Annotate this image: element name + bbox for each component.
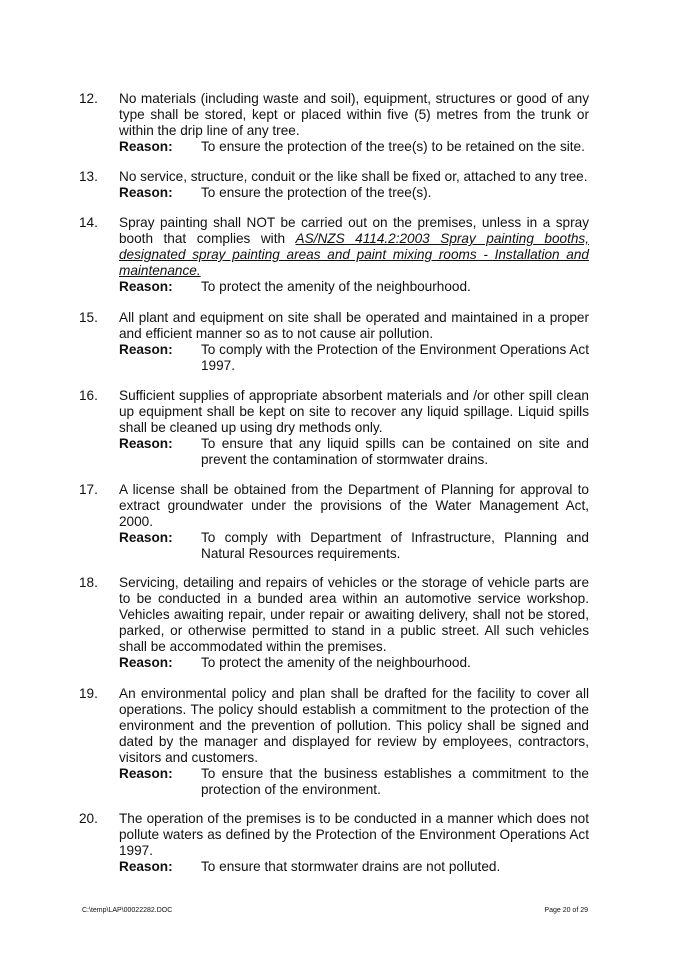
- condition-number: 13.: [79, 169, 98, 184]
- standard-reference-link: AS/NZS 4114.2:2003 Spray painting booths, designated spray painting areas and paint mixing rooms - Installation and maintenance.: [119, 231, 589, 278]
- condition-text: [119, 215, 589, 279]
- condition-number: 12.: [79, 91, 98, 106]
- reason-text: To ensure the protection of the tree(s) to be retained on the site.: [201, 139, 585, 154]
- condition-number: 18.: [79, 575, 98, 590]
- reason-label: Reason:: [119, 436, 173, 451]
- reason-label: Reason:: [119, 766, 173, 781]
- condition-text-plain: Spray painting shall NOT be carried out on the premises, unless in a spray booth that complies with: [119, 215, 589, 246]
- reason-text: To ensure that stormwater drains are not polluted.: [201, 859, 501, 874]
- reason-text: To comply with the Protection of the Environment Operations Act 1997.: [201, 342, 589, 373]
- condition-text: No materials (including waste and soil), equipment, structures or good of any type shall be stored, kept or placed within five (5) metres from the trunk or within the drip line of any tree.: [119, 91, 589, 138]
- condition-number: 16.: [79, 388, 98, 403]
- reason-label: Reason:: [119, 185, 173, 200]
- footer-page-number: Page 20 of 29: [544, 907, 588, 914]
- reason-text: To protect the amenity of the neighbourhood.: [201, 655, 471, 670]
- reason-text: To ensure that any liquid spills can be contained on site and prevent the contamination of stormwater drains.: [201, 436, 589, 467]
- reason-text: To ensure the protection of the tree(s).: [201, 185, 432, 200]
- footer-file-path: C:\temp\LAP\00022282.DOC: [82, 907, 173, 914]
- reason-text: To ensure that the business establishes a commitment to the protection of the environment.: [201, 766, 589, 797]
- condition-text: Servicing, detailing and repairs of vehicles or the storage of vehicle parts are to be conducted in a bunded area within an automotive service workshop. Vehicles awaiting repair, under repair or awaiting delivery, shall not be stored, parked, or otherwise permitted to stand in a public street. All such vehicles shall be accommodated within the premises.: [119, 575, 589, 654]
- reason-label: Reason:: [119, 342, 173, 357]
- reason-text: To comply with Department of Infrastructure, Planning and Natural Resources requirements.: [201, 530, 589, 561]
- condition-text: An environmental policy and plan shall be drafted for the facility to cover all operations. The policy should establish a commitment to the protection of the environment and the prevention of pollution. This policy shall be signed and dated by the manager and displayed for review by employees, contractors, visitors and customers.: [119, 686, 589, 765]
- condition-text: Sufficient supplies of appropriate absorbent materials and /or other spill clean up equipment shall be kept on site to recover any liquid spillage. Liquid spills shall be cleaned up using dry methods only.: [119, 388, 589, 435]
- condition-text: All plant and equipment on site shall be operated and maintained in a proper and efficient manner so as to not cause air pollution.: [119, 310, 589, 341]
- reason-label: Reason:: [119, 530, 173, 545]
- condition-number: 19.: [79, 686, 98, 701]
- reason-label: Reason:: [119, 655, 173, 670]
- reason-label: Reason:: [119, 859, 173, 874]
- condition-number: 20.: [79, 811, 98, 826]
- condition-number: 17.: [79, 482, 98, 497]
- condition-number: 15.: [79, 310, 98, 325]
- condition-number: 14.: [79, 215, 98, 230]
- reason-text: To protect the amenity of the neighbourhood.: [201, 279, 471, 294]
- reason-label: Reason:: [119, 279, 173, 294]
- condition-text: No service, structure, conduit or the like shall be fixed or, attached to any tree.: [119, 169, 588, 184]
- reason-label: Reason:: [119, 139, 173, 154]
- condition-text: The operation of the premises is to be conducted in a manner which does not pollute waters as defined by the Protection of the Environment Operations Act 1997.: [119, 811, 589, 858]
- condition-text: A license shall be obtained from the Department of Planning for approval to extract groundwater under the provisions of the Water Management Act, 2000.: [119, 482, 589, 529]
